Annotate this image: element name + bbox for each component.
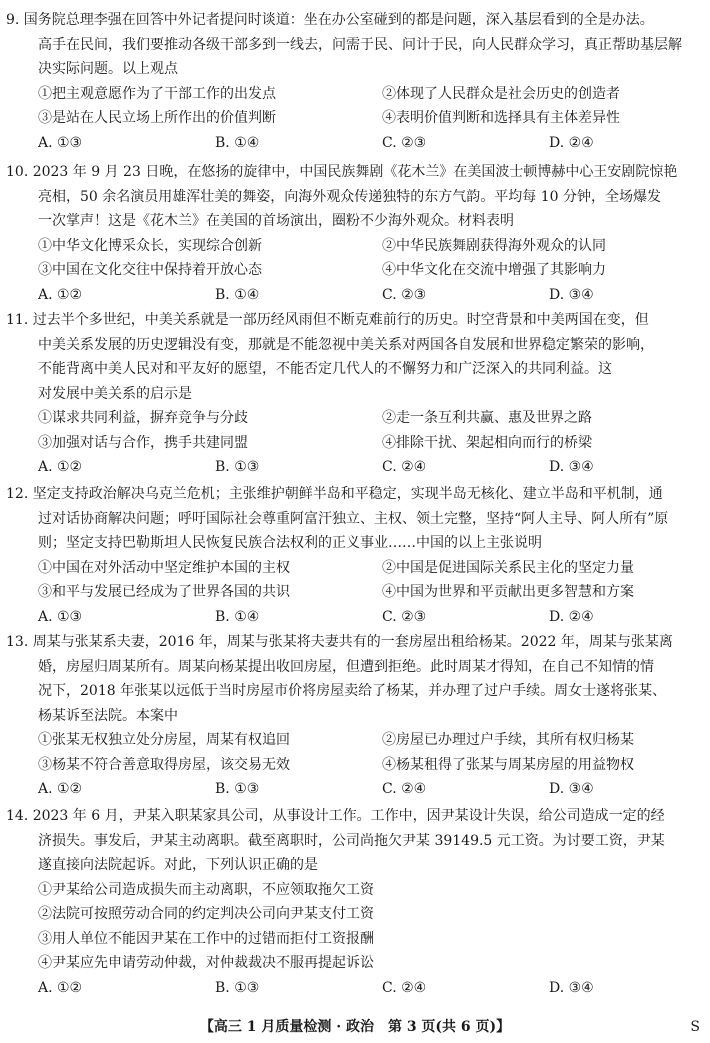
statement-2: ②中国是促进国际关系民主化的坚定力量 bbox=[382, 559, 634, 576]
statement-3: ③是站在人民立场上所作出的价值判断 bbox=[38, 110, 276, 126]
statement-4: ④中国为世界和平贡献出更多智慧和方案 bbox=[382, 584, 634, 600]
statement-2: ②中华民族舞剧获得海外观众的认同 bbox=[382, 237, 606, 254]
statement-row bbox=[6, 728, 706, 753]
answer-d: D. ③④ bbox=[549, 781, 594, 797]
statement-1: ①中华文化博采众长，实现综合创新 bbox=[38, 237, 262, 254]
answer-c: C. ②④ bbox=[382, 979, 427, 996]
question-stem-line: 中美关系发展的历史逻辑没有变，那就是不能忽视中美关系对两国各自发展和世界稳定繁荣的影响， bbox=[38, 336, 654, 353]
answer-a: A. ①② bbox=[38, 979, 83, 996]
statement-3: ③用人单位不能因尹某在工作中的过错而拒付工资报酬 bbox=[38, 930, 374, 947]
statement-4: ④尹某应先申请劳动仲裁，对仲裁裁决不服再提起诉讼 bbox=[38, 955, 374, 971]
statement-4: ④排除干扰、架起相向而行的桥梁 bbox=[382, 434, 592, 451]
question-stem-line: 12. 坚定支持政治解决乌克兰危机；主张维护朝鲜半岛和平稳定，实现半岛无核化、建立半岛和平机制，通 bbox=[6, 486, 663, 502]
answer-c: C. ②③ bbox=[382, 134, 427, 151]
statement-row bbox=[6, 431, 706, 456]
question-stem-line: 一次掌声！这是《花木兰》在美国的首场演出，圈粉不少海外观众。材料表明 bbox=[38, 213, 514, 229]
question-stem-line: 亮相，50 余名演员用雄浑壮美的舞姿，向海外观众传递独特的东方气韵。平均每 10 分钟，全场爆发 bbox=[38, 188, 661, 205]
answer-a: A. ①③ bbox=[38, 134, 83, 151]
statement-row bbox=[6, 753, 706, 778]
statement-row bbox=[6, 82, 706, 107]
answer-c: C. ②③ bbox=[382, 608, 427, 625]
answer-a: A. ①③ bbox=[38, 608, 83, 625]
answer-a: A. ①② bbox=[38, 781, 83, 797]
question-stem-line: 10. 2023 年 9 月 23 日晚，在悠扬的旋律中，中国民族舞剧《花木兰》在美国波士顿博赫中心王安剧院惊艳 bbox=[6, 164, 678, 180]
answer-row bbox=[6, 131, 706, 156]
statement-2: ②体现了人民群众是社会历史的创造者 bbox=[382, 85, 620, 102]
question-stem-line: 决实际问题。以上观点 bbox=[38, 61, 178, 77]
question-13 bbox=[6, 630, 706, 802]
answer-d: D. ②④ bbox=[549, 608, 594, 625]
statement-3: ③和平与发展已经成为了世界各国的共识 bbox=[38, 584, 290, 600]
answer-c: C. ②③ bbox=[382, 286, 427, 303]
question-stem-line: 则；坚定支持巴勒斯坦人民恢复民族合法权利的正义事业……中国的以上主张说明 bbox=[38, 535, 542, 551]
statement-row bbox=[6, 580, 706, 605]
question-stem-line: 遂直接向法院起诉。对此，下列认识正确的是 bbox=[38, 857, 318, 873]
footer-mark: S bbox=[690, 1019, 700, 1035]
statement-2: ②房屋已办理过户手续，其所有权归杨某 bbox=[382, 732, 634, 748]
statement-row bbox=[6, 406, 706, 431]
question-stem-line: 济损失。事发后，尹某主动离职。截至离职时，公司尚拖欠尹某 39149.5 元工资。为讨要工资，尹某 bbox=[38, 832, 665, 849]
statement-2: ②法院可按照劳动合同的约定判决公司向尹某支付工资 bbox=[38, 906, 374, 922]
answer-d: D. ③④ bbox=[549, 286, 594, 303]
question-12 bbox=[6, 482, 706, 629]
statement-3: ③加强对话与合作，携手共建同盟 bbox=[38, 434, 248, 451]
statement-2: ②走一条互利共赢、惠及世界之路 bbox=[382, 410, 592, 426]
question-stem-line: 况下，2018 年张某以远低于当时房屋市价将房屋卖给了杨某，并办理了过户手续。周女士遂将张某、 bbox=[38, 683, 667, 699]
question-stem-line: 11. 过去半个多世纪，中美关系就是一部历经风雨但不断克难前行的历史。时空背景和中美两国在变，但 bbox=[6, 312, 649, 328]
question-11 bbox=[6, 308, 706, 480]
answer-b: B. ①③ bbox=[215, 781, 260, 797]
answer-row bbox=[6, 777, 706, 802]
statement-row bbox=[6, 258, 706, 283]
statement-row bbox=[6, 234, 706, 259]
statement-row bbox=[6, 556, 706, 581]
question-9 bbox=[6, 8, 706, 155]
answer-row bbox=[6, 455, 706, 480]
answer-row bbox=[6, 976, 706, 1001]
answer-b: B. ①④ bbox=[215, 286, 260, 303]
statement-1: ①把主观意愿作为了干部工作的出发点 bbox=[38, 85, 276, 102]
answer-b: B. ①④ bbox=[215, 134, 260, 151]
statement-1: ①尹某给公司造成损失而主动离职，不应领取拖欠工资 bbox=[38, 881, 374, 898]
statement-4: ④中华文化在交流中增强了其影响力 bbox=[382, 262, 606, 278]
answer-a: A. ①② bbox=[38, 459, 83, 475]
answer-d: D. ②④ bbox=[549, 134, 594, 151]
answer-c: C. ②④ bbox=[382, 781, 427, 797]
statement-1: ①张某无权独立处分房屋，周某有权追回 bbox=[38, 732, 290, 748]
statement-row bbox=[6, 106, 706, 131]
question-stem-line: 9. 国务院总理李强在回答中外记者提问时谈道：坐在办公室碰到的都是问题，深入基层看到的全是办法。 bbox=[6, 12, 654, 28]
page-footer bbox=[0, 1015, 710, 1039]
question-stem-line: 过对话协商解决问题；呼吁国际社会尊重阿富汗独立、主权、领土完整，坚持“阿人主导、阿人所有”原 bbox=[38, 510, 669, 527]
question-stem-line: 杨某诉至法院。本案中 bbox=[38, 707, 178, 724]
answer-row bbox=[6, 605, 706, 630]
answer-b: B. ①④ bbox=[215, 608, 260, 625]
question-stem-line: 高手在民间，我们要推动各级干部多到一线去，问需于民、问计于民，向人民群众学习，真正帮助基层解 bbox=[38, 36, 682, 53]
question-stem-line: 不能背离中美人民对和平友好的愿望，不能否定几代人的不懈努力和广泛深入的共同利益。这 bbox=[38, 361, 612, 377]
statement-1: ①中国在对外活动中坚定维护本国的主权 bbox=[38, 559, 290, 576]
answer-row bbox=[6, 283, 706, 308]
answer-b: B. ①③ bbox=[215, 979, 260, 996]
statement-3: ③杨某不符合善意取得房屋，该交易无效 bbox=[38, 756, 290, 773]
answer-a: A. ①② bbox=[38, 286, 83, 303]
answer-d: D. ③④ bbox=[549, 459, 594, 475]
question-stem-line: 14. 2023 年 6 月，尹某入职某家具公司，从事设计工作。工作中，因尹某设计失误，给公司造成一定的经 bbox=[6, 808, 665, 824]
question-stem-line: 13. 周某与张某系夫妻，2016 年，周某与张某将夫妻共有的一套房屋出租给杨某。2022 年，周某与张某离 bbox=[6, 634, 673, 650]
answer-b: B. ①③ bbox=[215, 459, 260, 475]
answer-c: C. ②④ bbox=[382, 459, 427, 475]
answer-d: D. ③④ bbox=[549, 979, 594, 996]
statement-3: ③中国在文化交往中保持着开放心态 bbox=[38, 262, 262, 278]
question-10 bbox=[6, 160, 706, 307]
question-14 bbox=[6, 804, 706, 1000]
footer-title: 【高三 1 月质量检测 · 政治 第 3 页(共 6 页)】 bbox=[199, 1019, 511, 1035]
question-stem-line: 婚，房屋归周某所有。周某向杨某提出收回房屋，但遭到拒绝。此时周某才得知，在自己不知情的情 bbox=[38, 658, 654, 675]
question-stem-line: 对发展中美关系的启示是 bbox=[38, 385, 192, 402]
statement-4: ④杨某租得了张某与周某房屋的用益物权 bbox=[382, 756, 634, 773]
statement-1: ①谋求共同利益，摒弃竞争与分歧 bbox=[38, 410, 248, 426]
statement-4: ④表明价值判断和选择具有主体差异性 bbox=[382, 110, 620, 126]
